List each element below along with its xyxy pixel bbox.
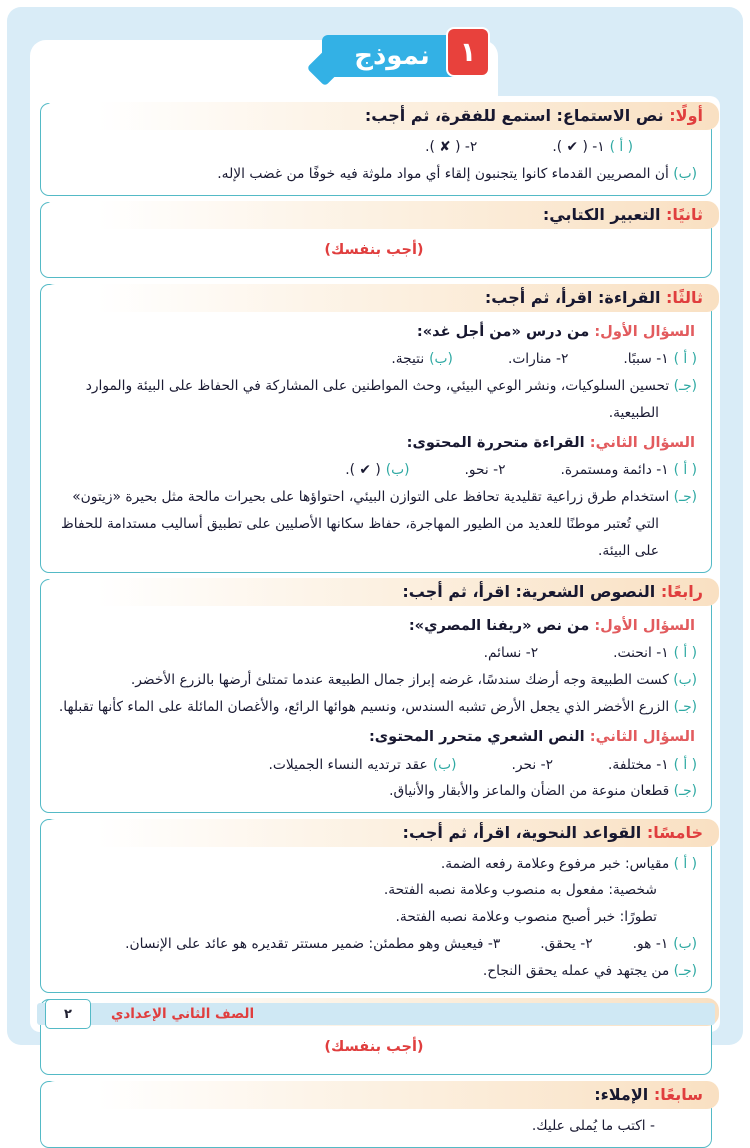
answer-row (51, 958, 697, 985)
answer-text: مقياس: خبر مرفوع وعلامة رفعه الضمة. (440, 855, 670, 872)
answer-text: تحسين السلوكيات، ونشر الوعي البيئي، وحث المواطنين على المشاركة في الحفاظ على البيئة والموارد الطبيعية. (85, 378, 670, 421)
sub-question-text: القراءة متحررة المحتوى: (406, 433, 585, 451)
section-body (41, 1028, 711, 1074)
section-title: القراءة: اقرأ، ثم أجب: (484, 287, 661, 307)
answer-item: ١- مختلفة. (608, 756, 669, 773)
answer-group (608, 752, 697, 779)
section-listening (40, 103, 712, 196)
answer-group (561, 457, 697, 484)
sub-question-label: السؤال الثاني: (589, 728, 695, 746)
answer-continuation: تطورًا: خبر أصبح منصوب وعلامة نصبه الفتحة. (395, 909, 657, 926)
badge-ribbon (322, 35, 462, 77)
answer-row (51, 931, 697, 958)
section-label: خامسًا: (646, 822, 703, 842)
section-label: أولًا: (669, 106, 703, 126)
section-header (43, 819, 719, 847)
answer-item: ١- انحنت. (613, 645, 669, 662)
section-body (41, 314, 711, 572)
answer-item: ١- هو. (632, 936, 669, 953)
item-marker: (ب) (673, 166, 697, 183)
page-number: ٢ (64, 1006, 72, 1022)
sub-question-text: النص الشعري متحرر المحتوى: (368, 728, 585, 746)
item-marker: ( أ ) (673, 351, 697, 368)
section-header (43, 201, 719, 229)
item-marker: (ب) (429, 351, 453, 368)
item-marker: (جـ) (673, 489, 697, 506)
sub-question-title (51, 723, 695, 751)
section-title: التعبير الكتابي: (542, 205, 661, 225)
section-header (43, 1081, 719, 1109)
section-body (41, 849, 711, 992)
badge-number-text: ١ (459, 36, 477, 68)
item-marker: (ب) (673, 672, 697, 689)
answer-row (51, 161, 697, 188)
answer-group (464, 457, 505, 484)
item-marker: (جـ) (673, 783, 697, 800)
answer-group (540, 931, 592, 958)
answer-group (512, 752, 554, 779)
answer-item: نتيجة. (391, 351, 425, 368)
answer-text: أن المصريين القدماء كانوا يتجنبون إلقاء أي مواد ملوثة فيه خوفًا من غضب الإله. (217, 166, 669, 183)
item-marker: ( أ ) (673, 645, 697, 662)
answer-row (51, 373, 697, 427)
item-marker: (جـ) (673, 378, 697, 394)
answer-item: ٢- نحر. (511, 756, 554, 773)
answer-group (391, 346, 453, 373)
answer-item: ( ✔ ). (345, 462, 381, 479)
answer-group (633, 931, 697, 958)
section-title: القواعد النحوية، اقرأ، ثم أجب: (402, 822, 642, 842)
section-body (41, 132, 711, 195)
answer-group (425, 134, 477, 161)
section-body (41, 608, 711, 812)
section-title: نص الاستماع: استمع للفقرة، ثم أجب: (364, 106, 664, 126)
answer-group (268, 752, 456, 779)
answer-row (51, 484, 697, 565)
answer-text: الزرع الأخضر الذي يجعل الأرض تشبه السندس، ونسيم هوائها الرائع، والأغصان المائلة على الماء كأنها تقبلها. (58, 699, 670, 716)
item-marker: (جـ) (673, 699, 697, 716)
sub-question-label: السؤال الأول: (594, 322, 695, 340)
item-marker: ( أ ) (673, 756, 697, 773)
answer-row (51, 778, 697, 805)
answer-group (345, 457, 409, 484)
answer-item: ١- ( ✔ ). (552, 139, 605, 156)
answer-group (613, 640, 697, 667)
section-poetry (40, 579, 712, 814)
answer-item: ٢- منارات. (507, 351, 569, 368)
self-answer-note: (أجب بنفسك) (324, 242, 424, 259)
self-answer-note: (أجب بنفسك) (324, 1039, 424, 1056)
item-marker: ( أ ) (673, 855, 697, 872)
answer-item: ١- سببًا. (623, 351, 669, 368)
badge-number (448, 29, 488, 75)
section-label: رابعًا: (660, 582, 703, 601)
item-marker: (ب) (673, 936, 697, 953)
item-marker: (ب) (385, 462, 410, 479)
sub-question-title (51, 612, 695, 640)
item-marker: ( أ ) (609, 139, 633, 156)
answer-row (51, 346, 697, 373)
answer-row (51, 640, 697, 667)
answer-item: عقد ترتديه النساء الجميلات. (268, 756, 428, 773)
model-badge (278, 25, 488, 91)
answer-row (51, 667, 697, 694)
sub-question-title (51, 318, 695, 346)
answer-item: ٢- نسائم. (483, 645, 539, 662)
answer-item: ٢- يحقق. (540, 936, 593, 953)
answer-text: من يجتهد في عمله يحقق النجاح. (482, 963, 670, 980)
answer-item: ٢- ( ✘ ). (425, 139, 478, 156)
section-title: النصوص الشعرية: اقرأ، ثم أجب: (402, 582, 656, 601)
page-number-box (45, 999, 91, 1029)
sub-question-text: من نص «ريفنا المصري»: (408, 617, 590, 634)
answer-row (51, 694, 697, 721)
section-body (41, 1111, 711, 1147)
section-label: ثانيًا: (666, 205, 703, 225)
answer-row (51, 851, 697, 878)
section-reading (40, 284, 712, 572)
section-header (43, 284, 719, 312)
sub-question-label: السؤال الثاني: (589, 433, 695, 451)
answer-group (508, 346, 568, 373)
sub-question-title (51, 429, 695, 457)
item-marker: (جـ) (673, 963, 697, 980)
answer-row (51, 752, 697, 779)
section-header (43, 578, 719, 606)
exam-answer-sheet (30, 96, 720, 1134)
dictation-instruction: - اكتب ما يُملى عليك. (531, 1117, 655, 1134)
grade-label: الصف الثاني الإعدادي (111, 1006, 255, 1022)
answer-text: قطعان منوعة من الضأن والماعز والأبقار والأنياق. (389, 783, 670, 800)
item-marker: (ب) (432, 756, 457, 773)
answer-row (51, 134, 697, 161)
sub-question-text: من درس «من أجل غد»: (416, 322, 590, 340)
section-label: ثالثًا: (666, 287, 703, 307)
answer-group (484, 640, 539, 667)
answer-group (552, 134, 633, 161)
answer-item: ٢- نحو. (464, 462, 506, 479)
badge-word: نموذج (354, 41, 430, 71)
answer-item: ١- دائمة ومستمرة. (560, 462, 669, 479)
answer-continuation: شخصية: مفعول به منصوب وعلامة نصبه الفتحة. (383, 882, 657, 899)
answer-group (125, 931, 500, 958)
section-body (41, 231, 711, 277)
section-title: الإملاء: (594, 1084, 649, 1104)
section-grammar (40, 819, 712, 993)
answer-text: كست الطبيعة وجه أرضك سندسًا، غرضه إبراز جمال الطبيعة عندما تمتلئ أرضها بالزرع الأخضر. (130, 672, 669, 689)
section-label: سابعًا: (653, 1084, 703, 1104)
answer-group (623, 346, 697, 373)
sub-question-label: السؤال الأول: (594, 617, 695, 634)
footer-bar (37, 1003, 715, 1025)
item-marker: ( أ ) (673, 462, 697, 479)
answer-row (51, 457, 697, 484)
section-writing (40, 202, 712, 278)
section-dictation (40, 1081, 712, 1147)
answer-item: ٣- فيعيش وهو مطمئن: ضمير مستتر تقديره هو عائد على الإنسان. (125, 936, 501, 953)
answer-text: استخدام طرق زراعية تقليدية تحافظ على التوازن البيئي، احتواؤها على بحيرات مالحة مثل بحيرة «زيتون» التي تُعتبر موطنًا للعديد من الطيور المهاجرة، حفاظ سكانها الأصليين على تطبيق أساليب مستدامة للحفاظ على البيئة. (61, 489, 670, 559)
section-header (43, 102, 719, 130)
